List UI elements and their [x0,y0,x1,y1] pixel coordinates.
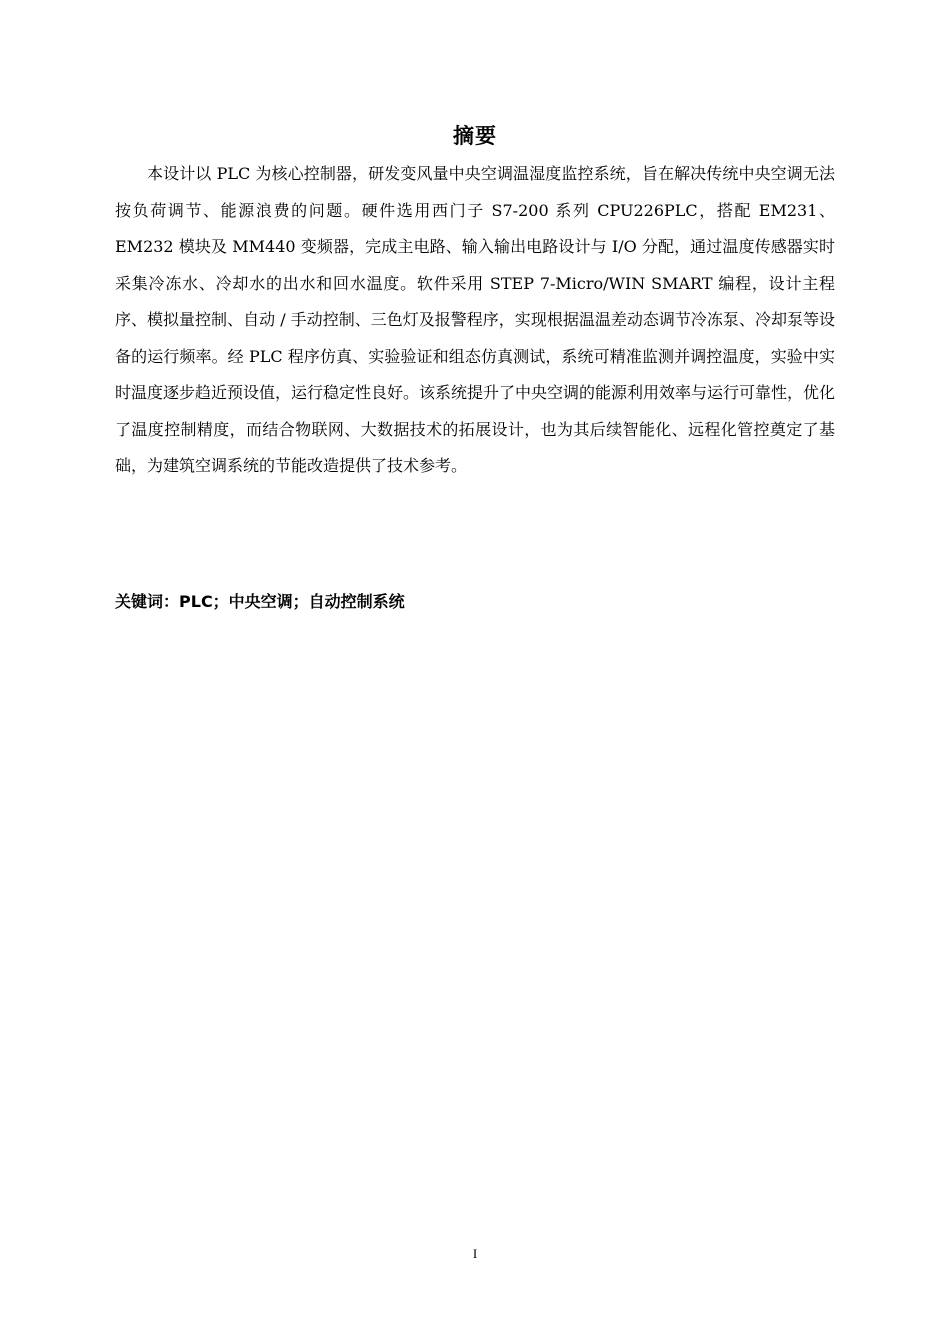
abstract-title: 摘要 [453,124,497,148]
keywords-line [115,590,835,614]
abstract-paragraph: 本设计以 PLC 为核心控制器，研发变风量中央空调温湿度监控系统，旨在解决传统中央空调无法按负荷调节、能源浪费的问题。硬件选用西门子 S7-200 系列 CPU226PLC，搭配 EM231、EM232 模块及 MM440 变频器，完成主电路、输入输出电路设计与 I/O 分配，通过温度传感器实时采集冷冻水、冷却水的出水和回水温度。软件采用 STEP 7-Micro/WIN SMART 编程，设计主程序、模拟量控制、自动 / 手动控制、三色灯及报警程序，实现根据温温差动态调节冷冻泵、冷却泵等设备的运行频率。经 PLC 程序仿真、实验验证和组态仿真测试，系统可精准监测并调控温度，实验中实时温度逐步趋近预设值，运行稳定性良好。该系统提升了中央空调的能源利用效率与运行可靠性，优化了温度控制精度，而结合物联网、大数据技术的拓展设计，也为其后续智能化、远程化管控奠定了基础，为建筑空调系统的节能改造提供了技术参考。 [115,164,836,475]
keywords-value: PLC；中央空调；自动控制系统 [179,592,405,611]
page-number: I [472,1246,478,1261]
keywords-label: 关键词： [115,592,180,611]
